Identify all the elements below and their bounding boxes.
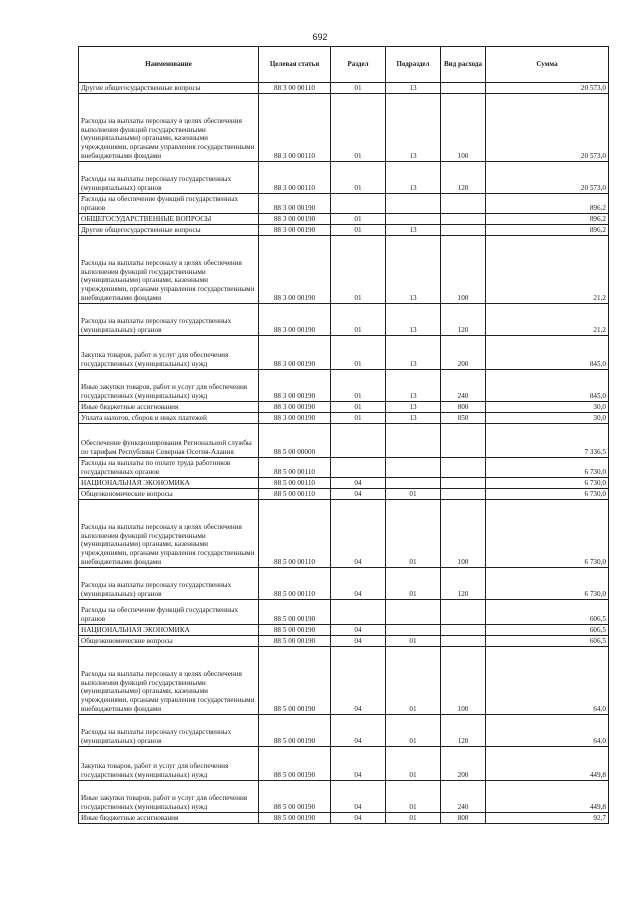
cell-target-article: 88 5 00 00190 bbox=[259, 625, 331, 636]
table-row bbox=[79, 600, 609, 625]
header-amount: Сумма bbox=[486, 47, 609, 83]
table-body bbox=[79, 83, 609, 824]
cell-expense-type bbox=[441, 625, 486, 636]
table-header bbox=[79, 47, 609, 83]
cell-target-article: 88 5 00 00190 bbox=[259, 636, 331, 647]
cell-target-article: 88 5 00 00190 bbox=[259, 647, 331, 715]
cell-name: НАЦИОНАЛЬНАЯ ЭКОНОМИКА bbox=[79, 625, 259, 636]
table-row bbox=[79, 225, 609, 236]
table-row bbox=[79, 336, 609, 370]
table-row bbox=[79, 489, 609, 500]
cell-subsection: 13 bbox=[386, 225, 441, 236]
cell-expense-type: 200 bbox=[441, 336, 486, 370]
cell-subsection bbox=[386, 625, 441, 636]
cell-expense-type: 120 bbox=[441, 304, 486, 336]
cell-subsection: 13 bbox=[386, 304, 441, 336]
table-row bbox=[79, 568, 609, 600]
cell-expense-type bbox=[441, 424, 486, 458]
table-row bbox=[79, 458, 609, 478]
cell-expense-type: 800 bbox=[441, 402, 486, 413]
table-row bbox=[79, 236, 609, 304]
cell-subsection: 01 bbox=[386, 489, 441, 500]
cell-name: Закупка товаров, работ и услуг для обеспечения государственных (муниципальных) нужд bbox=[79, 747, 259, 781]
cell-name: Расходы на выплаты персоналу государственных (муниципальных) органов bbox=[79, 162, 259, 194]
cell-amount: 896,2 bbox=[486, 194, 609, 214]
cell-subsection: 01 bbox=[386, 647, 441, 715]
cell-section: 01 bbox=[331, 83, 386, 94]
cell-subsection: 13 bbox=[386, 83, 441, 94]
cell-amount: 21,2 bbox=[486, 236, 609, 304]
cell-name: Расходы на выплаты персоналу государственных (муниципальных) органов bbox=[79, 568, 259, 600]
cell-section: 04 bbox=[331, 478, 386, 489]
cell-target-article: 88 3 00 00190 bbox=[259, 402, 331, 413]
table-row bbox=[79, 162, 609, 194]
table-row bbox=[79, 424, 609, 458]
cell-section bbox=[331, 458, 386, 478]
header-name: Наименование bbox=[79, 47, 259, 83]
cell-section: 01 bbox=[331, 413, 386, 424]
cell-expense-type: 120 bbox=[441, 162, 486, 194]
cell-target-article: 88 5 00 00110 bbox=[259, 478, 331, 489]
table-row bbox=[79, 747, 609, 781]
cell-subsection bbox=[386, 600, 441, 625]
table-row bbox=[79, 413, 609, 424]
cell-section: 01 bbox=[331, 94, 386, 162]
cell-name: Расходы на выплаты по оплате труда работников государственных органов bbox=[79, 458, 259, 478]
cell-amount: 845,0 bbox=[486, 370, 609, 402]
cell-target-article: 88 3 00 00190 bbox=[259, 370, 331, 402]
cell-amount: 30,0 bbox=[486, 402, 609, 413]
cell-name: Другие общегосударственные вопросы bbox=[79, 83, 259, 94]
cell-amount: 6 730,0 bbox=[486, 568, 609, 600]
cell-subsection: 01 bbox=[386, 715, 441, 747]
cell-target-article: 88 5 00 00190 bbox=[259, 600, 331, 625]
cell-amount: 20 573,0 bbox=[486, 94, 609, 162]
cell-name: Иные закупки товаров, работ и услуг для обеспечения государственных (муниципальных) нужд bbox=[79, 370, 259, 402]
cell-name: Закупка товаров, работ и услуг для обеспечения государственных (муниципальных) нужд bbox=[79, 336, 259, 370]
cell-target-article: 88 5 00 00110 bbox=[259, 568, 331, 600]
cell-section bbox=[331, 194, 386, 214]
page-number: 692 bbox=[312, 32, 328, 42]
cell-subsection: 13 bbox=[386, 162, 441, 194]
table-row bbox=[79, 370, 609, 402]
cell-expense-type bbox=[441, 636, 486, 647]
cell-amount: 6 730,0 bbox=[486, 478, 609, 489]
cell-section: 04 bbox=[331, 489, 386, 500]
cell-amount: 20 573,0 bbox=[486, 162, 609, 194]
cell-section: 04 bbox=[331, 568, 386, 600]
cell-name: Иные закупки товаров, работ и услуг для обеспечения государственных (муниципальных) нужд bbox=[79, 781, 259, 813]
table-row bbox=[79, 304, 609, 336]
table-row bbox=[79, 500, 609, 568]
cell-section: 01 bbox=[331, 336, 386, 370]
table-row bbox=[79, 402, 609, 413]
cell-subsection: 01 bbox=[386, 500, 441, 568]
cell-name: Расходы на выплаты персоналу в целях обеспечения выполнения функций государственными (муниципальными) органами, казенными учреждениями, органами управления государственными внебюджетными фондами bbox=[79, 500, 259, 568]
cell-target-article: 88 3 00 00190 bbox=[259, 214, 331, 225]
cell-subsection: 01 bbox=[386, 813, 441, 824]
cell-subsection: 01 bbox=[386, 747, 441, 781]
cell-target-article: 88 3 00 00190 bbox=[259, 336, 331, 370]
cell-expense-type bbox=[441, 194, 486, 214]
cell-target-article: 88 5 00 00190 bbox=[259, 747, 331, 781]
cell-subsection: 13 bbox=[386, 413, 441, 424]
cell-subsection: 01 bbox=[386, 781, 441, 813]
table-row bbox=[79, 83, 609, 94]
cell-subsection bbox=[386, 424, 441, 458]
cell-name: Иные бюджетные ассигнования bbox=[79, 813, 259, 824]
cell-name: Расходы на обеспечение функций государственных органов bbox=[79, 600, 259, 625]
cell-name: Расходы на выплаты персоналу в целях обеспечения выполнения функций государственными (муниципальными) органами, казенными учреждениями, органами управления государственными внебюджетными фондами bbox=[79, 94, 259, 162]
cell-subsection bbox=[386, 458, 441, 478]
cell-section: 04 bbox=[331, 636, 386, 647]
cell-target-article: 88 3 00 00110 bbox=[259, 94, 331, 162]
cell-subsection: 13 bbox=[386, 402, 441, 413]
table-row bbox=[79, 194, 609, 214]
cell-expense-type: 100 bbox=[441, 500, 486, 568]
table-row bbox=[79, 647, 609, 715]
cell-amount: 449,8 bbox=[486, 747, 609, 781]
cell-name: ОБЩЕГОСУДАРСТВЕННЫЕ ВОПРОСЫ bbox=[79, 214, 259, 225]
cell-subsection bbox=[386, 478, 441, 489]
cell-expense-type: 100 bbox=[441, 94, 486, 162]
cell-name: НАЦИОНАЛЬНАЯ ЭКОНОМИКА bbox=[79, 478, 259, 489]
cell-expense-type: 100 bbox=[441, 236, 486, 304]
cell-expense-type: 120 bbox=[441, 568, 486, 600]
cell-section: 01 bbox=[331, 370, 386, 402]
cell-name: Расходы на обеспечение функций государственных органов bbox=[79, 194, 259, 214]
cell-section: 04 bbox=[331, 813, 386, 824]
table-row bbox=[79, 781, 609, 813]
cell-name: Расходы на выплаты персоналу государственных (муниципальных) органов bbox=[79, 304, 259, 336]
cell-target-article: 88 3 00 00190 bbox=[259, 413, 331, 424]
cell-expense-type: 100 bbox=[441, 647, 486, 715]
cell-expense-type: 850 bbox=[441, 413, 486, 424]
cell-amount: 896,2 bbox=[486, 225, 609, 236]
cell-subsection: 01 bbox=[386, 636, 441, 647]
cell-amount: 6 730,0 bbox=[486, 489, 609, 500]
cell-expense-type: 120 bbox=[441, 715, 486, 747]
cell-target-article: 88 5 00 00110 bbox=[259, 489, 331, 500]
cell-name: Расходы на выплаты персоналу в целях обеспечения выполнения функций государственными (муниципальными) органами, казенными учреждениями, органами управления государственными внебюджетными фондами bbox=[79, 236, 259, 304]
cell-expense-type bbox=[441, 478, 486, 489]
cell-section: 01 bbox=[331, 402, 386, 413]
header-section: Раздел bbox=[331, 47, 386, 83]
cell-section: 01 bbox=[331, 236, 386, 304]
cell-expense-type bbox=[441, 458, 486, 478]
cell-target-article: 88 5 00 00190 bbox=[259, 715, 331, 747]
cell-amount: 606,5 bbox=[486, 625, 609, 636]
cell-section: 01 bbox=[331, 162, 386, 194]
cell-target-article: 88 3 00 00190 bbox=[259, 194, 331, 214]
cell-expense-type: 800 bbox=[441, 813, 486, 824]
cell-amount: 606,5 bbox=[486, 636, 609, 647]
cell-section: 01 bbox=[331, 225, 386, 236]
cell-target-article: 88 3 00 00190 bbox=[259, 236, 331, 304]
cell-target-article: 88 3 00 00190 bbox=[259, 225, 331, 236]
cell-section bbox=[331, 600, 386, 625]
cell-amount: 64,0 bbox=[486, 647, 609, 715]
cell-target-article: 88 5 00 00110 bbox=[259, 500, 331, 568]
cell-subsection bbox=[386, 194, 441, 214]
cell-subsection: 13 bbox=[386, 94, 441, 162]
cell-amount: 21,2 bbox=[486, 304, 609, 336]
cell-expense-type bbox=[441, 600, 486, 625]
cell-expense-type bbox=[441, 83, 486, 94]
cell-amount: 92,7 bbox=[486, 813, 609, 824]
cell-expense-type: 240 bbox=[441, 370, 486, 402]
cell-expense-type: 240 bbox=[441, 781, 486, 813]
cell-name: Другие общегосударственные вопросы bbox=[79, 225, 259, 236]
cell-subsection: 13 bbox=[386, 336, 441, 370]
cell-name: Обеспечение функционирования Региональной службы по тарифам Республики Северная Осетия-Алания bbox=[79, 424, 259, 458]
budget-table bbox=[78, 46, 609, 824]
cell-target-article: 88 3 00 00110 bbox=[259, 83, 331, 94]
cell-expense-type bbox=[441, 489, 486, 500]
cell-expense-type: 200 bbox=[441, 747, 486, 781]
table-row bbox=[79, 636, 609, 647]
cell-section: 04 bbox=[331, 647, 386, 715]
cell-section: 04 bbox=[331, 500, 386, 568]
cell-target-article: 88 5 00 00190 bbox=[259, 813, 331, 824]
cell-target-article: 88 5 00 00190 bbox=[259, 781, 331, 813]
table-row bbox=[79, 94, 609, 162]
cell-section: 04 bbox=[331, 715, 386, 747]
cell-subsection: 13 bbox=[386, 370, 441, 402]
cell-section: 04 bbox=[331, 747, 386, 781]
cell-expense-type bbox=[441, 225, 486, 236]
cell-name: Общеэкономические вопросы bbox=[79, 489, 259, 500]
cell-target-article: 88 5 00 00000 bbox=[259, 424, 331, 458]
header-subsection: Подраздел bbox=[386, 47, 441, 83]
cell-name: Уплата налогов, сборов и иных платежей bbox=[79, 413, 259, 424]
cell-section: 01 bbox=[331, 304, 386, 336]
table-row bbox=[79, 715, 609, 747]
cell-target-article: 88 3 00 00190 bbox=[259, 304, 331, 336]
cell-amount: 6 730,0 bbox=[486, 500, 609, 568]
cell-target-article: 88 5 00 00110 bbox=[259, 458, 331, 478]
cell-amount: 896,2 bbox=[486, 214, 609, 225]
table-row bbox=[79, 625, 609, 636]
table-row bbox=[79, 478, 609, 489]
cell-amount: 606,5 bbox=[486, 600, 609, 625]
cell-amount: 449,8 bbox=[486, 781, 609, 813]
cell-name: Расходы на выплаты персоналу государственных (муниципальных) органов bbox=[79, 715, 259, 747]
cell-section bbox=[331, 424, 386, 458]
cell-name: Расходы на выплаты персоналу в целях обеспечения выполнения функций государственными (муниципальными) органами, казенными учреждениями, органами управления государственными внебюджетными фондами bbox=[79, 647, 259, 715]
cell-amount: 30,0 bbox=[486, 413, 609, 424]
cell-amount: 6 730,0 bbox=[486, 458, 609, 478]
cell-section: 04 bbox=[331, 781, 386, 813]
header-target-article: Целевая статья bbox=[259, 47, 331, 83]
cell-expense-type bbox=[441, 214, 486, 225]
cell-target-article: 88 3 00 00110 bbox=[259, 162, 331, 194]
cell-name: Общеэкономические вопросы bbox=[79, 636, 259, 647]
cell-section: 04 bbox=[331, 625, 386, 636]
table-row bbox=[79, 214, 609, 225]
header-row bbox=[79, 47, 609, 83]
cell-subsection: 01 bbox=[386, 568, 441, 600]
cell-section: 01 bbox=[331, 214, 386, 225]
cell-amount: 20 573,0 bbox=[486, 83, 609, 94]
cell-subsection bbox=[386, 214, 441, 225]
cell-amount: 64,0 bbox=[486, 715, 609, 747]
cell-name: Иные бюджетные ассигнования bbox=[79, 402, 259, 413]
cell-amount: 7 336,5 bbox=[486, 424, 609, 458]
cell-subsection: 13 bbox=[386, 236, 441, 304]
header-expense-type: Вид расхода bbox=[441, 47, 486, 83]
table-row bbox=[79, 813, 609, 824]
cell-amount: 845,0 bbox=[486, 336, 609, 370]
